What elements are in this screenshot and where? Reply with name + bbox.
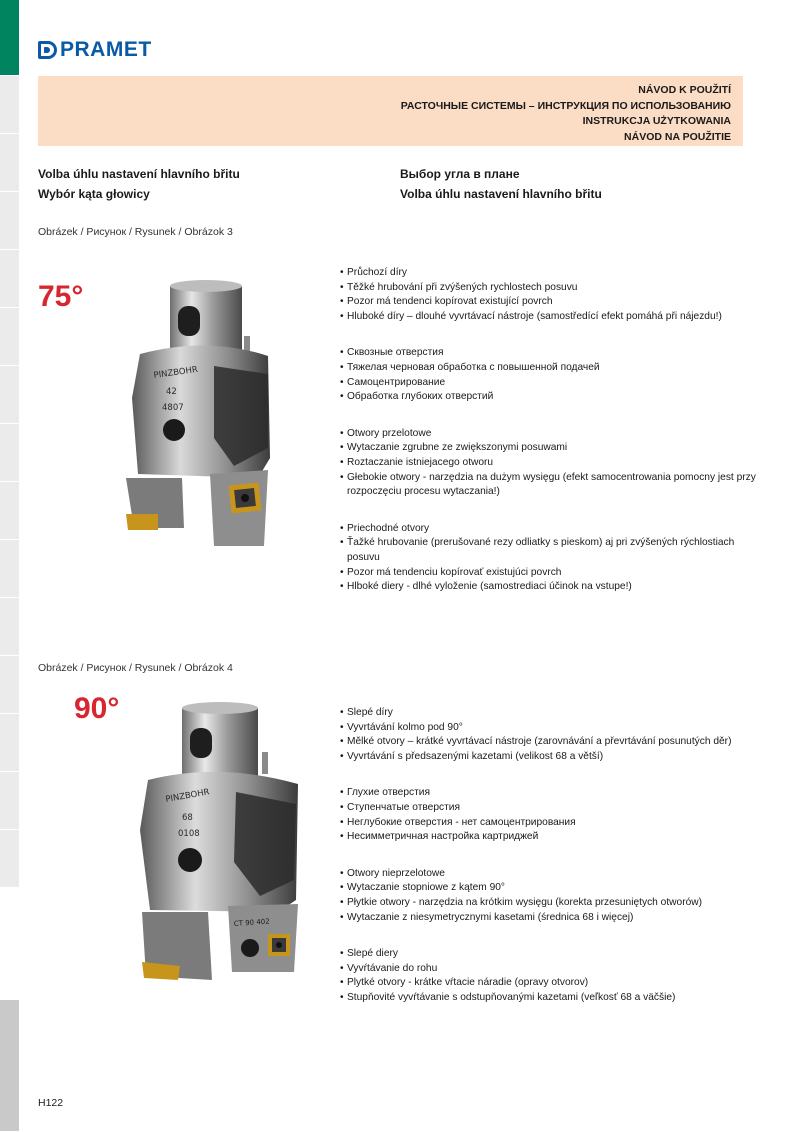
tool-marking: 0108	[178, 829, 200, 839]
brand-name: PRAMET	[60, 38, 152, 61]
brand-logo-icon	[38, 41, 57, 59]
angle-label: 90°	[74, 692, 120, 725]
angle-label: 75°	[38, 280, 84, 313]
list-item: • Ступенчатые отверстия	[340, 801, 460, 813]
side-tab-section	[0, 1000, 19, 1132]
side-tab	[0, 656, 19, 714]
side-tab	[0, 424, 19, 482]
list-item: • Plytké otvory - krátke vŕtacie náradie (opravy otvorov)	[340, 977, 589, 989]
list-item: • Ťažké hrubovanie (prerušované rezy odliatky s pieskom) aj pri zvýšených rýchlostiach posuvu	[340, 537, 735, 563]
header-line: INSTRUKCJA UŻYTKOWANIA	[582, 115, 731, 127]
side-tab	[0, 250, 19, 308]
side-tab	[0, 366, 19, 424]
list-item: • Płytkie otwory - narzędzia na krótkim wysięgu (korekta przesuniętych otworów)	[340, 896, 702, 908]
list-item: • Priechodné otvory	[340, 522, 430, 534]
tool-marking: 42	[166, 387, 177, 397]
list-item: • Hlboké diery - dlhé vyloženie (samostrediaci účinok na vstupe!)	[340, 581, 632, 593]
header-band	[38, 76, 743, 146]
section-title-right	[400, 164, 602, 204]
list-item: • Slepé díry	[340, 707, 393, 718]
feature-list-75	[340, 266, 760, 617]
list-item: • Wytaczanie z niesymetrycznymi kasetami (średnica 68 i więcej)	[340, 911, 634, 923]
list-item: • Обработка глубоких отверстий	[340, 391, 494, 403]
bullet-group-pl	[340, 427, 760, 500]
side-tab	[0, 540, 19, 598]
list-item: • Несимметричная настройка картриджей	[340, 831, 539, 843]
list-item: • Głebokie otwory - narzędzia na dużym wysięgu (efekt samocentrowania pomocny jest przy rozpoczęciu procesu wytaczania!)	[340, 471, 756, 498]
list-item: • Průchozí díry	[340, 267, 408, 278]
header-line: NÁVOD NA POUŽITIE	[624, 130, 731, 143]
list-item: • Неглубокие отверстия - нет самоцентрирования	[340, 816, 576, 828]
boring-head-90-image	[128, 700, 308, 990]
section-title-left	[38, 164, 240, 204]
list-item: • Wytaczanie stopniowe z kątem 90°	[340, 882, 506, 894]
side-tab-active	[0, 0, 19, 76]
feature-list-90	[340, 706, 760, 1028]
header-line: РАСТОЧНЫЕ СИСТЕМЫ – ИНСТРУКЦИЯ ПО ИСПОЛЬЗОВАНИЮ	[400, 99, 731, 112]
bullet-group-pl	[340, 867, 760, 925]
bullet-group-ru	[340, 346, 760, 404]
list-item: • Roztaczanie istniejacego otworu	[340, 456, 494, 468]
section-title-line: Volba úhlu nastavení hlavního břitu	[400, 187, 602, 201]
list-item: • Сквозные отверстия	[340, 347, 444, 359]
side-tab	[0, 772, 19, 830]
list-item: • Pozor má tendenci kopírovat existující povrch	[340, 296, 553, 308]
boring-head-75-image	[118, 278, 288, 550]
list-item: • Самоцентрирование	[340, 376, 446, 388]
side-tab	[0, 192, 19, 250]
bullet-group-ru	[340, 786, 760, 844]
list-item: • Slepé diery	[340, 948, 398, 960]
side-tab	[0, 482, 19, 540]
side-tab	[0, 830, 19, 888]
header-line: NÁVOD K POUŽITÍ	[638, 84, 731, 96]
list-item: • Тяжелая черновая обработка с повышенной подачей	[340, 361, 600, 373]
list-item: • Глухие отверстия	[340, 787, 430, 799]
tool-marking: 68	[182, 813, 193, 823]
brand-logo	[38, 38, 152, 62]
tool-marking: PINZBOHR	[153, 364, 199, 381]
bullet-group-sk	[340, 522, 760, 595]
list-item: • Vyvrtávání kolmo pod 90°	[340, 721, 463, 733]
list-item: • Wytaczanie zgrubne ze zwiększonymi posuwami	[340, 442, 568, 454]
list-item: • Hluboké díry – dlouhé vyvrtávací nástroje (samostředící efekt pomáhá při nájezdu!)	[340, 310, 722, 322]
section-title-line: Wybór kąta głowicy	[38, 187, 150, 201]
list-item: • Vyvrtávání s předsazenými kazetami (velikost 68 a větší)	[340, 750, 604, 762]
section-title-line: Volba úhlu nastavení hlavního břitu	[38, 167, 240, 181]
list-item: • Mělké otvory – krátké vyvrtávací nástroje (zarovnávání a převrtávání posunutých děr)	[340, 736, 732, 748]
list-item: • Pozor má tendenciu kopírovať existujúci povrch	[340, 566, 562, 578]
page-number: H122	[38, 1097, 64, 1109]
tool-marking: 4807	[162, 403, 184, 413]
list-item: • Vyvŕtávanie do rohu	[340, 962, 438, 974]
list-item: • Stupňovité vyvŕtávanie s odstupňovanými kazetami (veľkosť 68 a väčšie)	[340, 991, 676, 1003]
tool-marking: PINZBOHR	[164, 787, 211, 805]
side-tab	[0, 308, 19, 366]
figure-caption: Obrázek / Рисунок / Rysunek / Obrázok 3	[38, 226, 233, 238]
list-item: • Těžké hrubování při zvýšených rychlostech posuvu	[340, 281, 578, 293]
section-title-line: Выбор угла в плане	[400, 167, 520, 181]
side-tab	[0, 714, 19, 772]
side-tab	[0, 76, 19, 134]
bullet-group-sk	[340, 947, 760, 1005]
figure-caption: Obrázek / Рисунок / Rysunek / Obrázok 4	[38, 662, 233, 674]
list-item: • Otwory nieprzelotowe	[340, 867, 445, 879]
side-tab	[0, 134, 19, 192]
bullet-group-cs	[340, 266, 760, 324]
bullet-group-cs	[340, 706, 760, 764]
list-item: • Otwory przelotowe	[340, 427, 432, 439]
insert-marking: CT 90 402	[233, 917, 270, 928]
side-tab	[0, 598, 19, 656]
side-tab-strip	[0, 0, 19, 1132]
